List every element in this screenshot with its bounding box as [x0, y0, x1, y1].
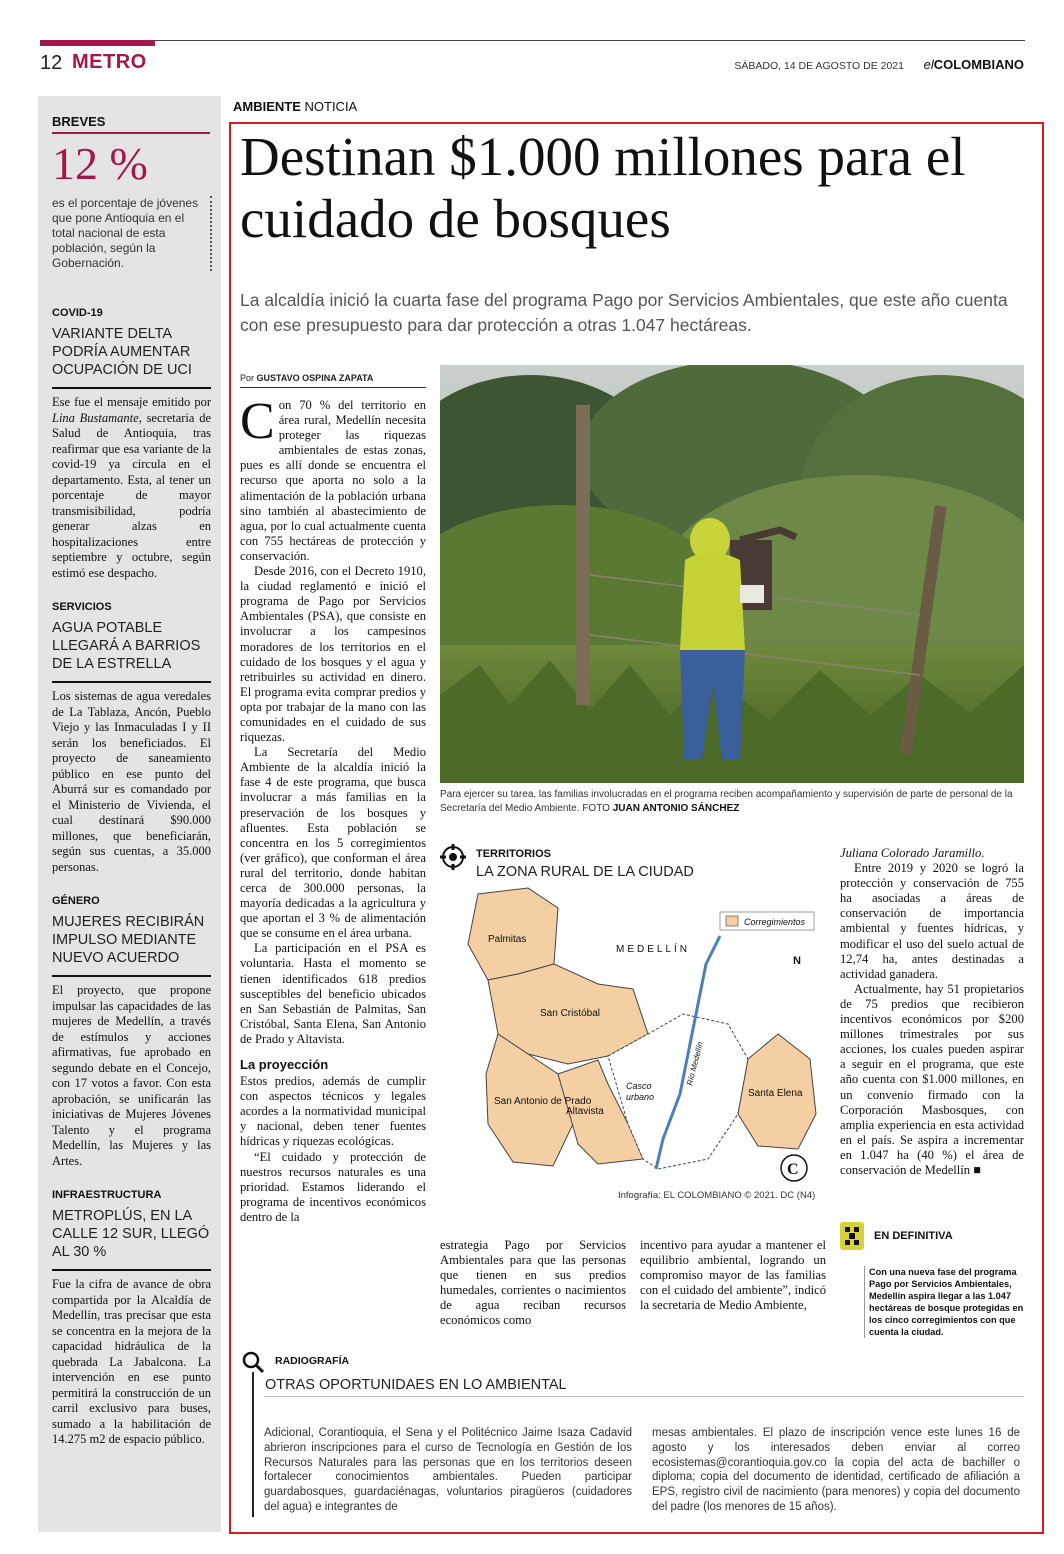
- radiografia-column-1: Adicional, Corantioquia, el Sena y el Politécnico Jaime Isaza Cadavid abrieron inscripciones para el curso de Tecnología en Gestión de los Recursos Naturales para las personas que en los territorios deseen fortalecer conocimientos ambientales. Pueden participar guardabosques, guardaciénagas, voluntarios piragüeros (cuidadores del agua) e integrantes de: [264, 1427, 632, 1513]
- region-label: San Cristóbal: [540, 1008, 601, 1019]
- radiografia-title: OTRAS OPORTUNIDAES EN LO AMBIENTAL: [265, 1377, 567, 1393]
- brief-tag: COVID-19: [52, 307, 103, 319]
- north-arrow-icon: N: [793, 955, 801, 967]
- article-paragraph: La participación en el PSA es voluntaria. Hasta el momento se tienen identificados 618 predios susceptibles del beneficio ubicados en San Sebastián de Palmitas, San Cristóbal, Santa Elena, San Antonio de Prado y Altavista.: [240, 941, 426, 1046]
- radiografia-rule: [252, 1372, 254, 1517]
- kicker-type: NOTICIA: [300, 99, 358, 114]
- masthead-prefix: el: [923, 57, 934, 72]
- brief-genero: [52, 895, 211, 1169]
- map-graphic: [458, 884, 830, 1186]
- definitiva-text: Con una nueva fase del programa Pago por Servicios Ambientales, Medellín aspira llegar a las 1.047 hectáreas de bosque protegidas en los cinco corregimientos con que cuenta la ciudad.: [864, 1266, 1032, 1338]
- article-column-1: [240, 393, 426, 1225]
- map-credit: Infografía: EL COLOMBIANO © 2021. DC (N4): [618, 1190, 816, 1201]
- breves-label: BREVES: [52, 114, 210, 134]
- article-paragraph: [840, 846, 1024, 861]
- article-column-2: estrategia Pago por Servicios Ambientales para que las personas que tienen en sus predios humedales, corrientes o nacimientos de agua reciban recursos económicos como: [440, 1238, 626, 1328]
- article-paragraph: La Secretaría del Medio Ambiente de la alcaldía inició la fase 4 de este programa, que busca involucrar a más familias en la preservación de los bosques y afluentes. Esta población se concentra en los 5 corregimientos (ver gráfico), que conforman el área rural del territorio, donde habitan cerca de 300.000 personas, la mayoría dedicadas a la agricultura y que aportan el 3 % de alimentación que se consume en el área urbana.: [240, 745, 426, 941]
- brief-infraestructura: [52, 1189, 211, 1448]
- radiografia-separator: [264, 1396, 1024, 1397]
- urban-label: Casco: [626, 1081, 652, 1091]
- header-rule: [40, 40, 1025, 41]
- article-paragraph: Entre 2019 y 2020 se logró la protección y conservación de 755 ha asociadas a áreas de conservación de importancia ambiental y fuentes hídricas, y modificar el uso del suelo actual de 12,74 ha, antes destinadas a actividad ganadera.: [840, 861, 1024, 981]
- breves-big-text: es el porcentaje de jóvenes que pone Antioquia en el total nacional de esta población, según la Gobernación.: [52, 196, 212, 271]
- brief-covid: [52, 307, 211, 581]
- brief-tag: SERVICIOS: [52, 601, 112, 613]
- brief-headline: MUJERES RECIBIRÁN IMPULSO MEDIANTE NUEVO ACUERDO: [52, 914, 205, 966]
- map-legend-label: Corregimientos: [744, 917, 806, 927]
- region-label: Altavista: [566, 1106, 604, 1117]
- caption-credit-label: FOTO: [582, 803, 613, 814]
- caption-text: Para ejercer su tarea, las familias involucradas en el programa reciben acompañamiento y supervisión de parte de personal de la Secretaría del Medio Ambiente.: [440, 789, 1013, 814]
- logo-c-icon: C: [787, 1161, 799, 1178]
- byline-author: GUSTAVO OSPINA ZAPATA: [256, 373, 374, 383]
- brief-body-name: Lina Bustamante: [52, 410, 139, 425]
- brief-body: [52, 387, 211, 581]
- photo-caption: [440, 788, 1024, 816]
- definitiva-icon: [840, 1222, 864, 1250]
- brief-body: El proyecto, que propone impulsar las capacidades de las mujeres de Medellín, a través de estímulos y acciones afirmativas, fue aprobado en segundo debate en el Concejo, con 17 votos a favor. Con esta aprobación, se unificarán las iniciativas de Mujeres Jóvenes Talento y el programa Medellín, las Mujeres y las Artes.: [52, 975, 211, 1169]
- brief-headline: METROPLÚS, EN LA CALLE 12 SUR, LLEGÓ AL 30 %: [52, 1208, 210, 1260]
- map-city-label: MEDELLÍN: [616, 944, 691, 955]
- article-deck: La alcaldía inició la cuarta fase del programa Pago por Servicios Ambientales, que este año cuenta con ese presupuesto para dar protección a otras 1.047 hectáreas.: [240, 290, 1008, 335]
- section-name: METRO: [72, 51, 147, 73]
- urban-label: urbano: [626, 1092, 655, 1102]
- masthead-name: COLOMBIANO: [933, 57, 1024, 72]
- article-paragraph: [240, 393, 426, 564]
- brief-headline: VARIANTE DELTA PODRÍA AUMENTAR OCUPACIÓN DE UCI: [52, 326, 192, 378]
- brief-servicios: [52, 601, 211, 875]
- region-label: Palmitas: [488, 934, 527, 945]
- brief-tag: INFRAESTRUCTURA: [52, 1189, 162, 1201]
- header-accent-bar: [40, 40, 155, 46]
- byline-prefix: Por: [240, 373, 257, 383]
- kicker-section: AMBIENTE: [233, 99, 301, 114]
- article-paragraph: Desde 2016, con el Decreto 1910, la ciudad reglamentó e inició el programa de Pago por Servicios Ambientales (PSA), que consiste en involucrar a los campesinos moradores de los territorios en el cuidado de los bosques y el agua y retribuirles su actividad en dinero. El programa evita comprar predios y opta por trabajar de la mano con las comunidades en el cuidado de sus riquezas.: [240, 564, 426, 745]
- masthead-logo: [924, 57, 1024, 72]
- caption-credit-name: JUAN ANTONIO SÁNCHEZ: [612, 803, 740, 814]
- region-label: San Antonio de Prado: [494, 1096, 592, 1107]
- definitiva-tag: EN DEFINITIVA: [874, 1230, 953, 1242]
- page-number: 12: [40, 52, 63, 74]
- compass-icon: [440, 844, 466, 870]
- territorios-infographic: [440, 840, 830, 1210]
- brief-headline: AGUA POTABLE LLEGARÁ A BARRIOS DE LA ESTRELLA: [52, 620, 201, 672]
- article-paragraph: “El cuidado y protección de nuestros recursos naturales es una prioridad. Estamos liderando el programa de incentivos económicos dentro de la: [240, 1149, 426, 1224]
- article-kicker: [233, 99, 357, 114]
- article-paragraph: Estos predios, además de cumplir con aspectos técnicos y legales acordes a la normatividad municipal y nacional, deben tener fuentes hídricas y riquezas ecológicas.: [240, 1074, 426, 1149]
- photo-scene: [440, 365, 1024, 783]
- paragraph-text: on 70 % del territorio en área rural, Medellín necesita proteger las riquezas ambientales de estas zonas, pues es allí donde se encuentra el recurso que aporta no solo a la alimentación de la población urbana sino también al abastecimiento de agua, por lo cual actualmente cuenta con 755 hectáreas de protección y conservación.: [240, 398, 426, 563]
- article-column-4: [840, 846, 1024, 1178]
- breves-sidebar: [38, 96, 221, 1532]
- breves-big-number: 12 %: [52, 138, 148, 189]
- brief-body: Fue la cifra de avance de obra compartida por la Alcaldía de Medellín, tras precisar que esta se concentra en la mejora de la capacidad hidráulica de la quebrada La Jabalcona. La intervención en ese punto permitirá la construcción de un carril exclusivo para buses, sumado a la habilitación de 14.275 m2 de espacio público.: [52, 1269, 211, 1448]
- drop-cap: C: [240, 393, 275, 450]
- map-tag: TERRITORIOS: [476, 848, 551, 860]
- article-paragraph: Actualmente, hay 51 propietarios de 75 predios que recibieron incentivos económicos por $200 millones trimestrales por sus acciones, los cuales pueden aspirar a seguir en el programa, que este año cuenta con $1.000 millones, en un convenio firmado con la Corporación Masbosques, con amplia experiencia en esta actividad en el país. Se aspira a incrementar en 1.047 ha (40 %) el área de conservación de Medellín ■: [840, 981, 1024, 1177]
- brief-body: Los sistemas de agua veredales de La Tablaza, Ancón, Pueblo Viejo y las Inmaculadas I y II serán los beneficiados. El proyecto de saneamiento público en ese punto del Aburrá sur es comandado por el Ministerio de Vivienda, el cual destinará $90.000 millones, que beneficiarán, según sus cuentas, a 35.000 personas.: [52, 681, 211, 875]
- brief-body-text: Ese fue el mensaje emitido por: [52, 395, 211, 409]
- map-title: LA ZONA RURAL DE LA CIUDAD: [476, 864, 694, 880]
- article-subhead: La proyección: [240, 1057, 329, 1073]
- radiografia-tag: RADIOGRAFÍA: [275, 1355, 350, 1367]
- magnifier-icon: [241, 1350, 265, 1374]
- brief-body-text: , secretaria de Salud de Antioquia, tras reafirmar que esa variante de la covid-19 ya circula en el departamento. Esta, al tener un porcentaje de mayor transmisibilidad, podría generar alzas en hospitalizaciones entre septiembre y octubre, según estimó ese despacho.: [52, 410, 211, 580]
- quote-attribution: Juliana Colorado Jaramillo.: [840, 846, 985, 860]
- article-photo: [440, 365, 1024, 783]
- article-column-3: incentivo para ayudar a mantener el equilibrio ambiental, logrando un compromiso mayor de las familias con el cuidado del ambiente”, indicó la secretaria de Medio Ambiente,: [640, 1238, 826, 1313]
- river-label: Río Medellín: [685, 1040, 705, 1087]
- article-headline: Destinan $1.000 millones para el cuidado de bosques: [240, 126, 966, 249]
- byline: [240, 373, 426, 388]
- radiografia-column-2: mesas ambientales. El plazo de inscripción vence este lunes 16 de agosto y los interesados deben enviar al correo ecosistemas@corantioquia.gov.co la copia del acta de bachiller o diploma; copia del documento de identidad, certificado de afiliación a EPS, registro civil de nacimiento (para menores) y copia del documento del padre (los menores de 15 años).: [652, 1427, 1020, 1513]
- issue-date: SÁBADO, 14 DE AGOSTO DE 2021: [734, 60, 904, 72]
- brief-tag: GÉNERO: [52, 895, 100, 907]
- region-label: Santa Elena: [748, 1088, 803, 1099]
